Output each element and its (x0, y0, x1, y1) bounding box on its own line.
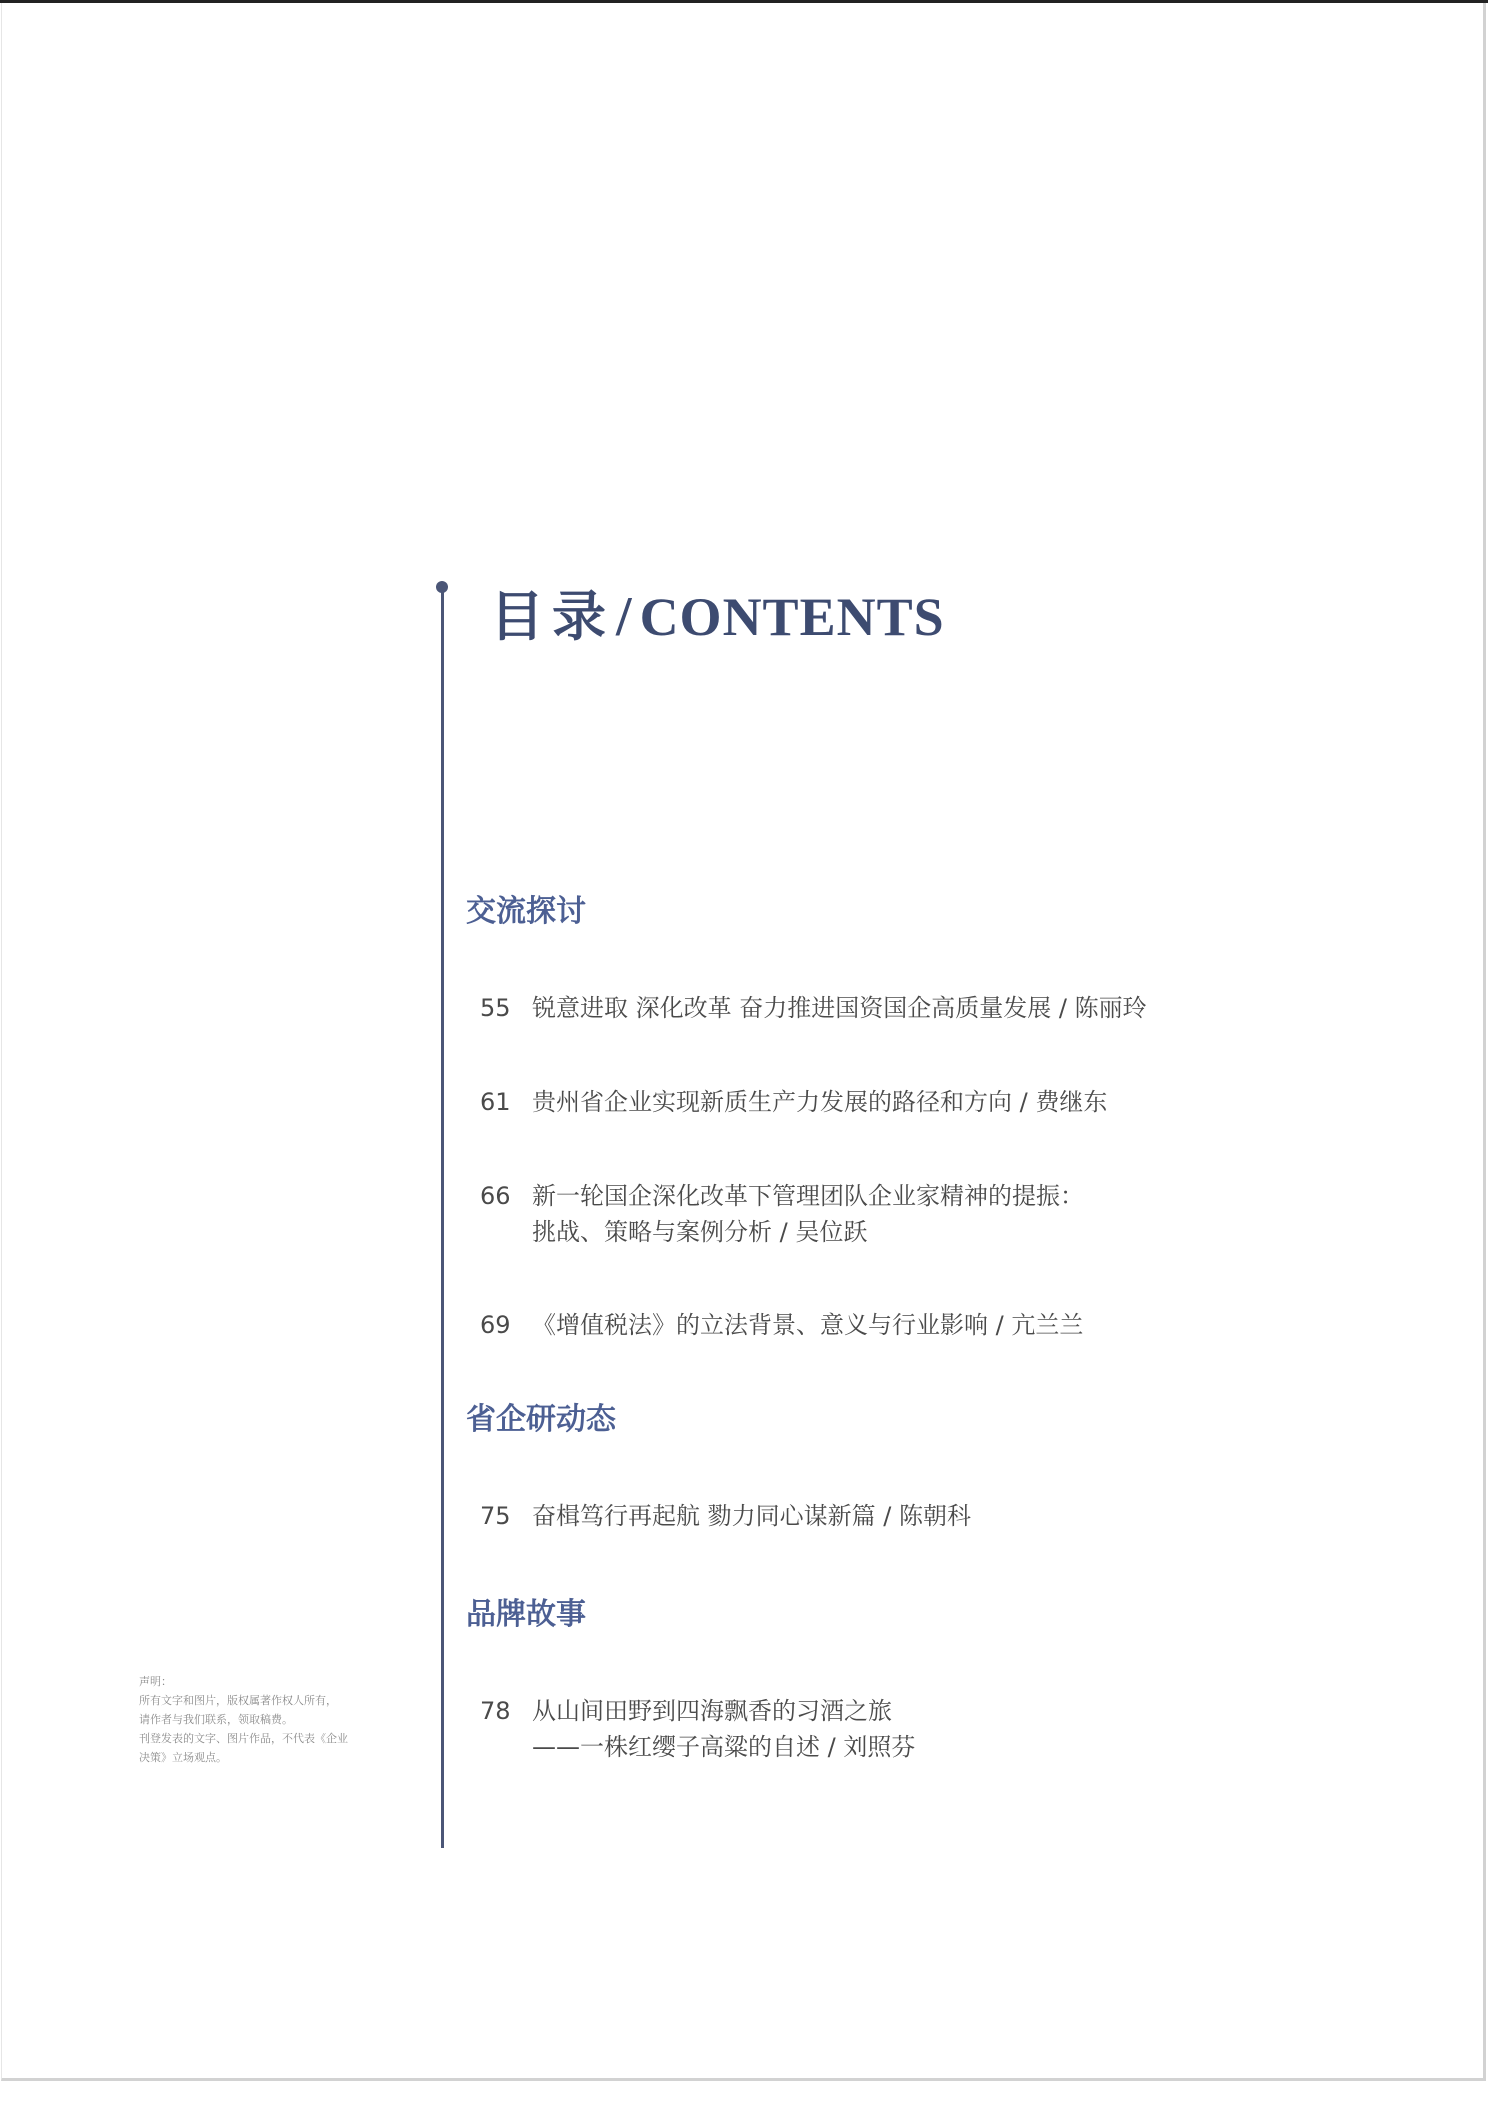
entry-title: 锐意进取 深化改革 奋力推进国资国企高质量发展 / 陈丽玲 (532, 994, 1147, 1022)
entry-title: 奋楫笃行再起航 勠力同心谋新篇 / 陈朝科 (532, 1502, 971, 1530)
page-number: 69 (480, 1311, 511, 1339)
disclaimer-line: 声明： (139, 1675, 172, 1688)
page-number: 55 (480, 994, 511, 1022)
title-en: CONTENTS (639, 587, 945, 647)
page-title (490, 582, 945, 652)
disclaimer-line: 刊登发表的文字、图片作品，不代表《企业 (139, 1732, 348, 1745)
entry-title-line2: ——一株红缨子高粱的自述 / 刘照芬 (532, 1733, 916, 1761)
toc-entry[interactable] (480, 1693, 915, 1765)
toc-entry[interactable] (480, 1307, 1083, 1343)
divider-dot (436, 581, 448, 593)
page-number: 61 (480, 1088, 511, 1116)
toc-entry[interactable] (480, 1084, 1107, 1120)
title-zh: 目录 (490, 585, 614, 648)
entry-title: 新一轮国企深化改革下管理团队企业家精神的提振： (532, 1182, 1084, 1210)
vertical-divider-line (441, 590, 444, 1848)
toc-entry[interactable] (480, 990, 1147, 1026)
copyright-disclaimer (139, 1672, 439, 1767)
disclaimer-line: 所有文字和图片，版权属著作权人所有， (139, 1694, 337, 1707)
disclaimer-line: 决策》立场观点。 (139, 1751, 227, 1764)
entry-title-line2: 挑战、策略与案例分析 / 吴位跃 (532, 1218, 868, 1246)
page-number: 75 (480, 1502, 511, 1530)
section-heading-research-news: 省企研动态 (466, 1402, 616, 1437)
section-heading-brand-story: 品牌故事 (466, 1597, 586, 1632)
section-heading-exchange: 交流探讨 (466, 894, 586, 929)
page-number: 78 (480, 1697, 511, 1725)
toc-entry[interactable] (480, 1498, 971, 1534)
toc-entry[interactable] (480, 1178, 1084, 1250)
disclaimer-line: 请作者与我们联系，领取稿费。 (139, 1713, 293, 1726)
page-border (1, 3, 1486, 2081)
entry-title: 《增值税法》的立法背景、意义与行业影响 / 亢兰兰 (532, 1311, 1084, 1339)
page-number: 66 (480, 1182, 511, 1210)
entry-title: 贵州省企业实现新质生产力发展的路径和方向 / 费继东 (532, 1088, 1108, 1116)
title-slash: / (616, 586, 632, 648)
entry-title: 从山间田野到四海飘香的习酒之旅 (532, 1697, 892, 1725)
